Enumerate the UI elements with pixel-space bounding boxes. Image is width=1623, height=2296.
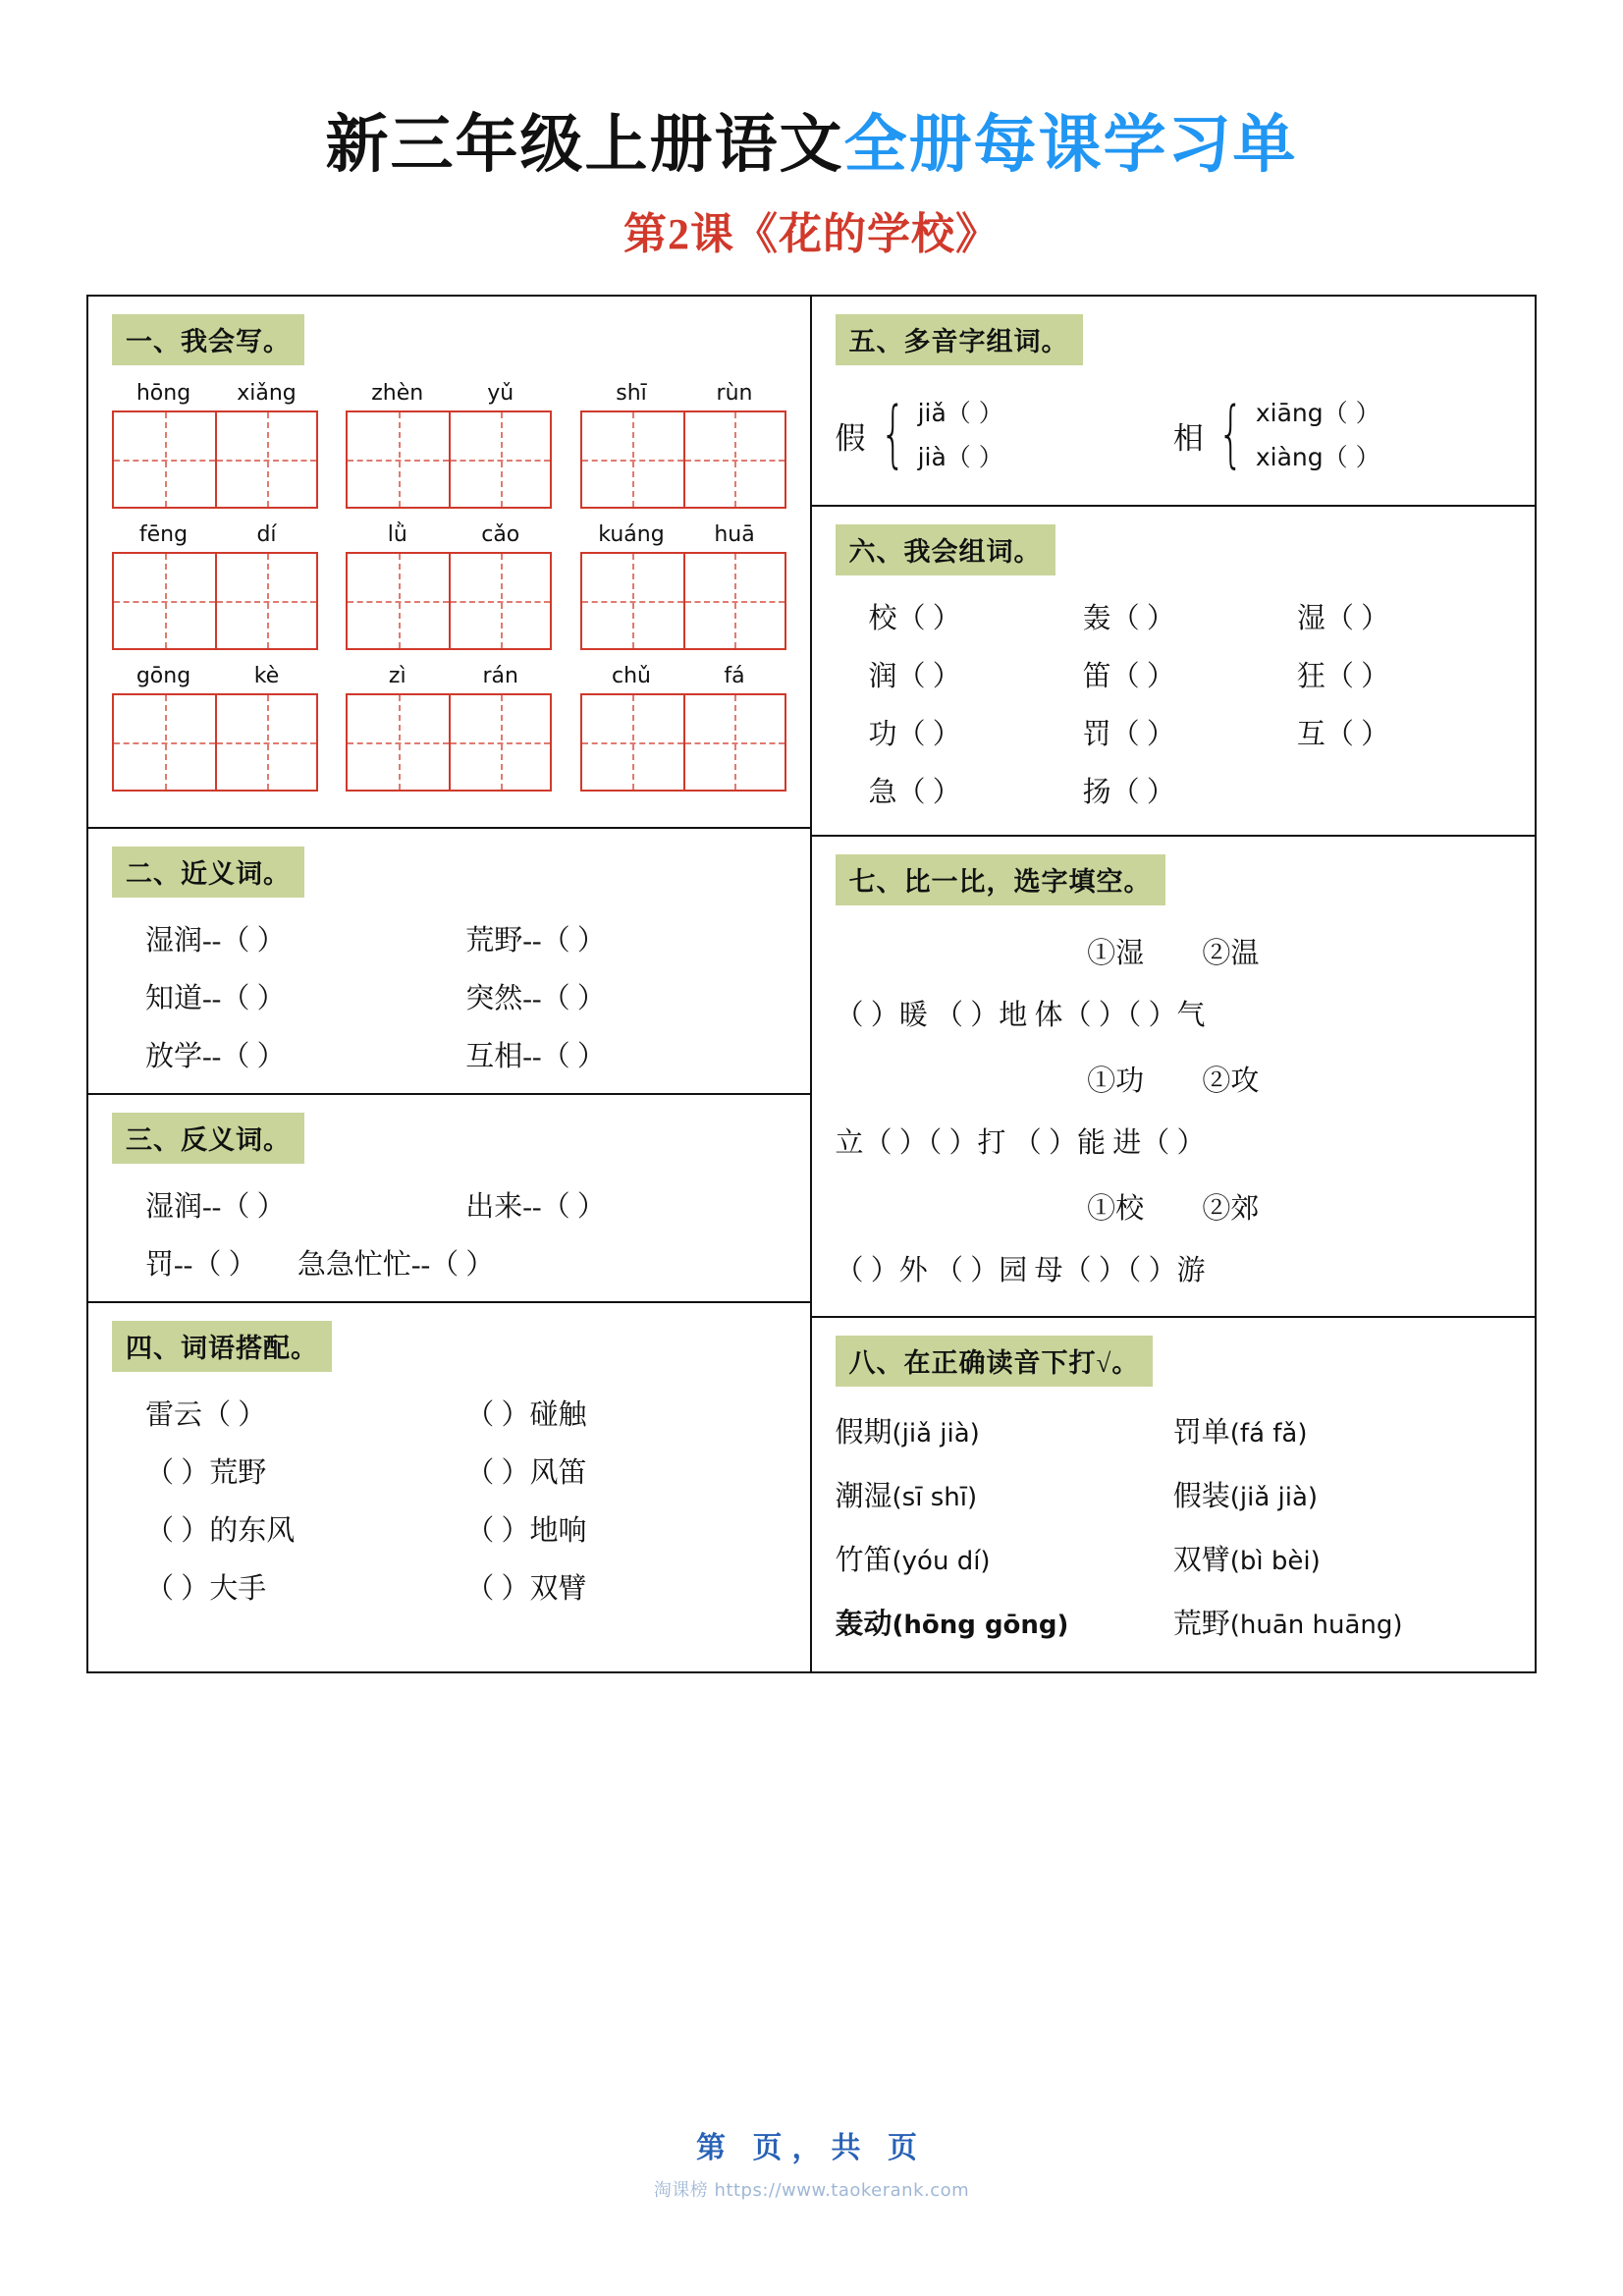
pinyin: dí <box>256 522 277 547</box>
polyphone-line[interactable]: jià（ ） <box>917 443 1003 471</box>
section-seven <box>812 835 1536 1316</box>
pinyin: zhèn <box>371 381 424 406</box>
pinyin: huā <box>714 522 755 547</box>
section-five-heading: 五、多音字组词。 <box>836 314 1083 365</box>
tianzige-cell[interactable] <box>449 695 550 790</box>
pinyin: rán <box>482 664 518 688</box>
polyphone-line[interactable]: jiǎ（ ） <box>917 399 1003 427</box>
writing-cell-group <box>346 381 552 509</box>
tianzige-cell[interactable] <box>348 695 449 790</box>
collocation-item[interactable]: 雷云（ ） <box>145 1399 267 1431</box>
word: 罚单 <box>1172 1417 1230 1449</box>
word-build-item[interactable]: 急（ ） <box>868 777 961 808</box>
word-build-item[interactable]: 笛（ ） <box>1082 661 1175 692</box>
pinyin: yǔ <box>487 381 514 406</box>
pinyin: gōng <box>135 664 191 688</box>
fill-row[interactable]: 立（ ）（ ）打 （ ）能 进（ ） <box>835 1127 1206 1159</box>
watermark: 淘课榜 https://www.taokerank.com <box>653 2180 970 2201</box>
tianzige-cell[interactable] <box>348 412 449 507</box>
synonym-row <box>112 1043 786 1071</box>
writing-row <box>112 664 786 792</box>
subtitle: 第2课《花的学校》 <box>623 210 1000 258</box>
collocation-item[interactable]: （ ）大手 <box>145 1573 267 1605</box>
section-seven-heading: 七、比一比，选字填空。 <box>836 854 1165 905</box>
word: 潮湿 <box>835 1481 893 1512</box>
pronunciation-row <box>836 1602 1512 1642</box>
polyphone-group <box>1173 391 1511 479</box>
pinyin-choices[interactable]: (huān huāng) <box>1229 1611 1403 1640</box>
section-six-heading: 六、我会组词。 <box>836 524 1055 575</box>
tianzige-cell[interactable] <box>348 554 449 648</box>
choice-option[interactable]: ②攻 <box>1202 1066 1260 1097</box>
tianzige-cell[interactable] <box>683 695 784 790</box>
writing-cell-group <box>346 522 552 650</box>
choice-option[interactable]: ①校 <box>1087 1193 1145 1225</box>
section-one-heading: 一、我会写。 <box>112 314 304 365</box>
collocation-item[interactable]: （ ）的东风 <box>145 1515 296 1547</box>
tianzige-box[interactable] <box>580 552 786 650</box>
section-one <box>88 297 810 827</box>
pinyin-pair <box>112 664 318 688</box>
pinyin-pair <box>112 522 318 547</box>
brace-icon: { <box>1217 392 1244 477</box>
pinyin: rùn <box>716 381 753 406</box>
pinyin: fēng <box>138 522 189 547</box>
word-build-row <box>836 779 1512 807</box>
tianzige-cell[interactable] <box>215 554 316 648</box>
collocation-item[interactable]: （ ）荒野 <box>145 1457 267 1489</box>
writing-row <box>112 381 786 509</box>
tianzige-box[interactable] <box>580 410 786 509</box>
section-three <box>88 1093 810 1301</box>
section-eight <box>812 1316 1536 1671</box>
pronunciation-item[interactable] <box>836 1410 1173 1450</box>
pinyin: shī <box>616 381 647 406</box>
tianzige-box[interactable] <box>112 410 318 509</box>
section-two-heading: 二、近义词。 <box>112 847 304 898</box>
collocation-item[interactable]: （ ）碰触 <box>465 1399 587 1431</box>
antonym-item[interactable]: 出来--（ ） <box>465 1191 606 1223</box>
main-title <box>86 94 1537 185</box>
word-build-item[interactable]: 罚（ ） <box>1082 719 1175 750</box>
choice-option[interactable]: ②郊 <box>1202 1193 1260 1225</box>
polyphone-char: 相 <box>1172 420 1204 456</box>
tianzige-box[interactable] <box>112 693 318 792</box>
fill-row[interactable]: （ ）外 （ ）园 母（ ）（ ）游 <box>835 1255 1206 1286</box>
word-build-item[interactable]: 湿（ ） <box>1296 603 1390 634</box>
section-five <box>812 297 1536 505</box>
pinyin: fá <box>724 664 745 688</box>
word-build-item[interactable]: 轰（ ） <box>1082 603 1175 634</box>
word-build-item[interactable] <box>1297 779 1511 807</box>
pinyin-pair <box>346 381 552 406</box>
tianzige-cell[interactable] <box>215 412 316 507</box>
writing-cell-group <box>112 522 318 650</box>
choice-row <box>836 1059 1512 1099</box>
polyphone-line[interactable]: xiāng（ ） <box>1255 399 1380 427</box>
section-six <box>812 505 1536 835</box>
pronunciation-item[interactable] <box>836 1474 1173 1514</box>
tianzige-cell[interactable] <box>683 412 784 507</box>
pronunciation-item[interactable] <box>1173 1602 1511 1642</box>
antonym-row <box>112 1251 786 1280</box>
word: 假装 <box>1172 1481 1230 1512</box>
section-eight-heading: 八、在正确读音下打√。 <box>836 1336 1154 1387</box>
synonym-item[interactable]: 互相--（ ） <box>465 1041 606 1072</box>
collocation-row <box>112 1517 786 1546</box>
word-build-row <box>836 605 1512 633</box>
section-four-heading: 四、词语搭配。 <box>112 1321 332 1372</box>
page-number-line: 第 页，共 页 <box>696 2132 927 2164</box>
antonym-item[interactable]: 急急忙忙--（ ） <box>297 1249 495 1281</box>
collocation-item[interactable]: （ ）地响 <box>465 1515 587 1547</box>
pinyin: hōng <box>135 381 191 406</box>
section-four <box>88 1301 810 1633</box>
tianzige-box[interactable] <box>112 552 318 650</box>
pinyin: kuáng <box>598 522 665 547</box>
writing-cell-group <box>346 664 552 792</box>
pronunciation-row <box>836 1474 1512 1514</box>
section-three-heading: 三、反义词。 <box>112 1113 304 1164</box>
pronunciation-item[interactable] <box>1173 1474 1511 1514</box>
synonym-item[interactable]: 放学--（ ） <box>145 1041 286 1072</box>
writing-cell-group <box>580 381 786 509</box>
word-build-item[interactable]: 润（ ） <box>868 661 961 692</box>
left-column <box>88 297 812 1671</box>
synonym-item[interactable]: 突然--（ ） <box>465 983 606 1014</box>
synonym-row <box>112 927 786 956</box>
pinyin: zì <box>388 664 406 688</box>
tianzige-cell[interactable] <box>582 412 683 507</box>
pinyin: kè <box>253 664 280 688</box>
pronunciation-item[interactable] <box>1173 1538 1511 1578</box>
collocation-row <box>112 1575 786 1604</box>
pinyin-choices[interactable]: (yóu dí) <box>892 1547 991 1576</box>
word: 荒野 <box>1172 1609 1230 1640</box>
polyphone-group <box>836 391 1173 479</box>
word-build-item[interactable]: 扬（ ） <box>1082 777 1175 808</box>
main-title-blue: 全册每课学习单 <box>843 110 1298 180</box>
tianzige-cell[interactable] <box>449 412 550 507</box>
synonym-item[interactable]: 荒野--（ ） <box>465 925 606 957</box>
pronunciation-item[interactable] <box>836 1602 1173 1642</box>
antonym-item[interactable]: 罚--（ ） <box>145 1249 257 1281</box>
pinyin: lǜ <box>387 522 407 547</box>
tianzige-cell[interactable] <box>582 554 683 648</box>
tianzige-cell[interactable] <box>114 554 215 648</box>
word: 轰动 <box>835 1609 893 1640</box>
brace-icon: { <box>880 392 905 477</box>
choice-option[interactable]: ①功 <box>1087 1066 1145 1097</box>
pinyin-choices[interactable]: (hōng gōng) <box>892 1611 1069 1640</box>
choice-option[interactable]: ②温 <box>1202 938 1260 969</box>
writing-row <box>112 522 786 650</box>
section-two <box>88 827 810 1093</box>
antonym-row <box>112 1193 786 1222</box>
word-build-row <box>836 663 1512 691</box>
worksheet-frame <box>86 295 1537 1673</box>
pronunciation-row <box>836 1538 1512 1578</box>
right-column <box>812 297 1536 1671</box>
writing-cell-group <box>112 664 318 792</box>
tianzige-box[interactable] <box>346 410 552 509</box>
synonym-row <box>112 985 786 1013</box>
fill-row[interactable]: （ ）暖 （ ）地 体（ ）（ ）气 <box>835 1000 1206 1031</box>
collocation-row <box>112 1459 786 1488</box>
antonym-item[interactable]: 湿润--（ ） <box>145 1191 286 1223</box>
pinyin-pair <box>580 664 786 688</box>
word: 竹笛 <box>835 1545 893 1576</box>
tianzige-box[interactable] <box>346 693 552 792</box>
pinyin-choices[interactable]: (fá fǎ) <box>1229 1419 1308 1449</box>
pinyin-choices[interactable]: (jiǎ jià) <box>892 1419 980 1449</box>
tianzige-cell[interactable] <box>449 554 550 648</box>
pinyin-pair <box>346 664 552 688</box>
title-block <box>86 0 1537 261</box>
synonym-item[interactable]: 湿润--（ ） <box>145 925 286 957</box>
word-build-item[interactable]: 功（ ） <box>868 719 961 750</box>
synonym-item[interactable]: 知道--（ ） <box>145 983 286 1014</box>
word-build-row <box>836 721 1512 749</box>
pinyin: chǔ <box>612 664 651 688</box>
pronunciation-item[interactable] <box>1173 1410 1511 1450</box>
word-build-item[interactable]: 狂（ ） <box>1296 661 1390 692</box>
tianzige-cell[interactable] <box>114 695 215 790</box>
polyphone-wrap <box>836 391 1512 479</box>
word: 双臂 <box>1172 1545 1230 1576</box>
main-title-black: 新三年级上册语文 <box>325 110 844 180</box>
tianzige-box[interactable] <box>580 693 786 792</box>
tianzige-cell[interactable] <box>215 695 316 790</box>
polyphone-line[interactable]: xiàng（ ） <box>1255 443 1380 471</box>
tianzige-cell[interactable] <box>582 695 683 790</box>
writing-grid-rows <box>112 381 786 792</box>
tianzige-cell[interactable] <box>114 412 215 507</box>
pinyin-choices[interactable]: (sī shī) <box>892 1483 978 1512</box>
collocation-row <box>112 1401 786 1430</box>
pinyin: cǎo <box>481 522 520 547</box>
choice-row <box>836 1186 1512 1227</box>
tianzige-box[interactable] <box>346 552 552 650</box>
word-build-item[interactable]: 校（ ） <box>868 603 961 634</box>
collocation-item[interactable]: （ ）风笛 <box>465 1457 587 1489</box>
pinyin-choices[interactable]: (jiǎ jià) <box>1229 1483 1319 1512</box>
writing-cell-group <box>580 522 786 650</box>
writing-cell-group <box>580 664 786 792</box>
tianzige-cell[interactable] <box>683 554 784 648</box>
collocation-item[interactable]: （ ）双臂 <box>465 1573 587 1605</box>
pinyin-choices[interactable]: (bì bèi) <box>1229 1547 1321 1576</box>
pinyin-pair <box>346 522 552 547</box>
writing-cell-group <box>112 381 318 509</box>
choice-option[interactable]: ①湿 <box>1087 938 1145 969</box>
pinyin: xiǎng <box>237 381 297 406</box>
word-build-item[interactable]: 互（ ） <box>1296 719 1390 750</box>
pronunciation-row <box>836 1410 1512 1450</box>
pinyin-pair <box>580 381 786 406</box>
pinyin-pair <box>580 522 786 547</box>
word: 假期 <box>835 1417 893 1449</box>
pinyin-pair <box>112 381 318 406</box>
choice-row <box>836 931 1512 971</box>
pronunciation-item[interactable] <box>836 1538 1173 1578</box>
footer <box>0 2123 1623 2202</box>
polyphone-char: 假 <box>835 420 866 456</box>
